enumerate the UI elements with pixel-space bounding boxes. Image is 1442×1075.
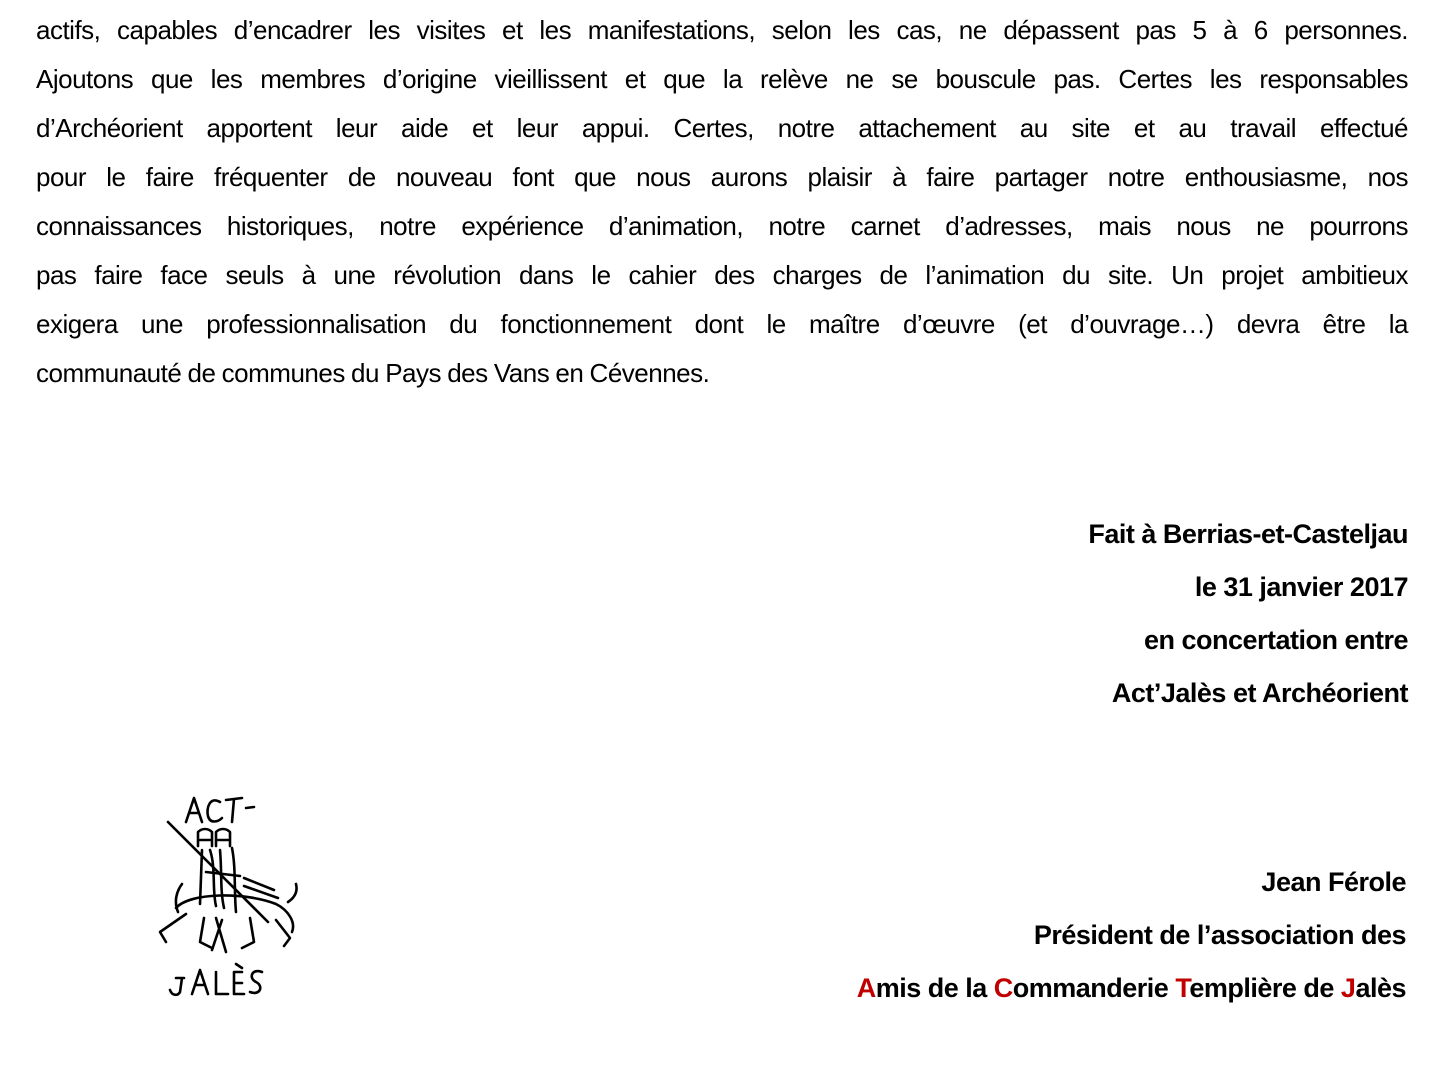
paragraph-line: pas faire face seuls à une révolution dans le cahier des charges de l’animation du site. Un projet ambitieux xyxy=(36,260,1408,290)
association-initial-j: J xyxy=(1340,973,1356,1003)
paragraph-line: pour le faire fréquenter de nouveau font que nous aurons plaisir à faire partager notre enthousiasme, nos xyxy=(36,162,1408,192)
paragraph-line: exigera une professionnalisation du fonctionnement dont le maître d’œuvre (et d’ouvrage…) devra être la xyxy=(36,309,1408,339)
association-part-a: mis de la xyxy=(875,973,994,1003)
association-part-t: emplière de xyxy=(1189,973,1341,1003)
association-part-c: ommanderie xyxy=(1012,973,1176,1003)
signatory-name: Jean Férole xyxy=(1261,867,1406,897)
date-line: le 31 janvier 2017 xyxy=(1194,572,1408,602)
association-part-j: alès xyxy=(1355,973,1406,1003)
paragraph-line: connaissances historiques, notre expérience d’animation, notre carnet d’adresses, mais nous ne pourrons xyxy=(36,211,1408,241)
signature-block xyxy=(857,856,1406,1015)
association-initial-a: A xyxy=(856,973,876,1003)
association-name xyxy=(857,962,1406,1015)
paragraph-line: communauté de communes du Pays des Vans en Cévennes. xyxy=(36,358,710,388)
paragraph-line: d’Archéorient apportent leur aide et leur appui. Certes, notre attachement au site et au travail effectué xyxy=(36,113,1408,143)
signatory-role: Président de l’association des xyxy=(1033,920,1406,950)
paragraph-line: actifs, capables d’encadrer les visites et les manifestations, selon les cas, ne dépassent pas 5 à 6 personnes. xyxy=(36,15,1408,45)
place-line: Fait à Berrias-et-Casteljau xyxy=(1088,519,1408,549)
association-initial-t: T xyxy=(1175,973,1190,1003)
paragraph-line: Ajoutons que les membres d’origine vieillissent et que la relève ne se bouscule pas. Certes les responsables xyxy=(36,64,1408,94)
knight-logo-icon xyxy=(146,780,326,1005)
concertation-line: en concertation entre xyxy=(1143,625,1408,655)
act-jales-knight-logo xyxy=(146,780,326,1005)
place-date-block xyxy=(1088,508,1408,720)
body-paragraph xyxy=(36,6,1408,398)
parties-line: Act’Jalès et Archéorient xyxy=(1111,678,1408,708)
association-initial-c: C xyxy=(993,973,1013,1003)
